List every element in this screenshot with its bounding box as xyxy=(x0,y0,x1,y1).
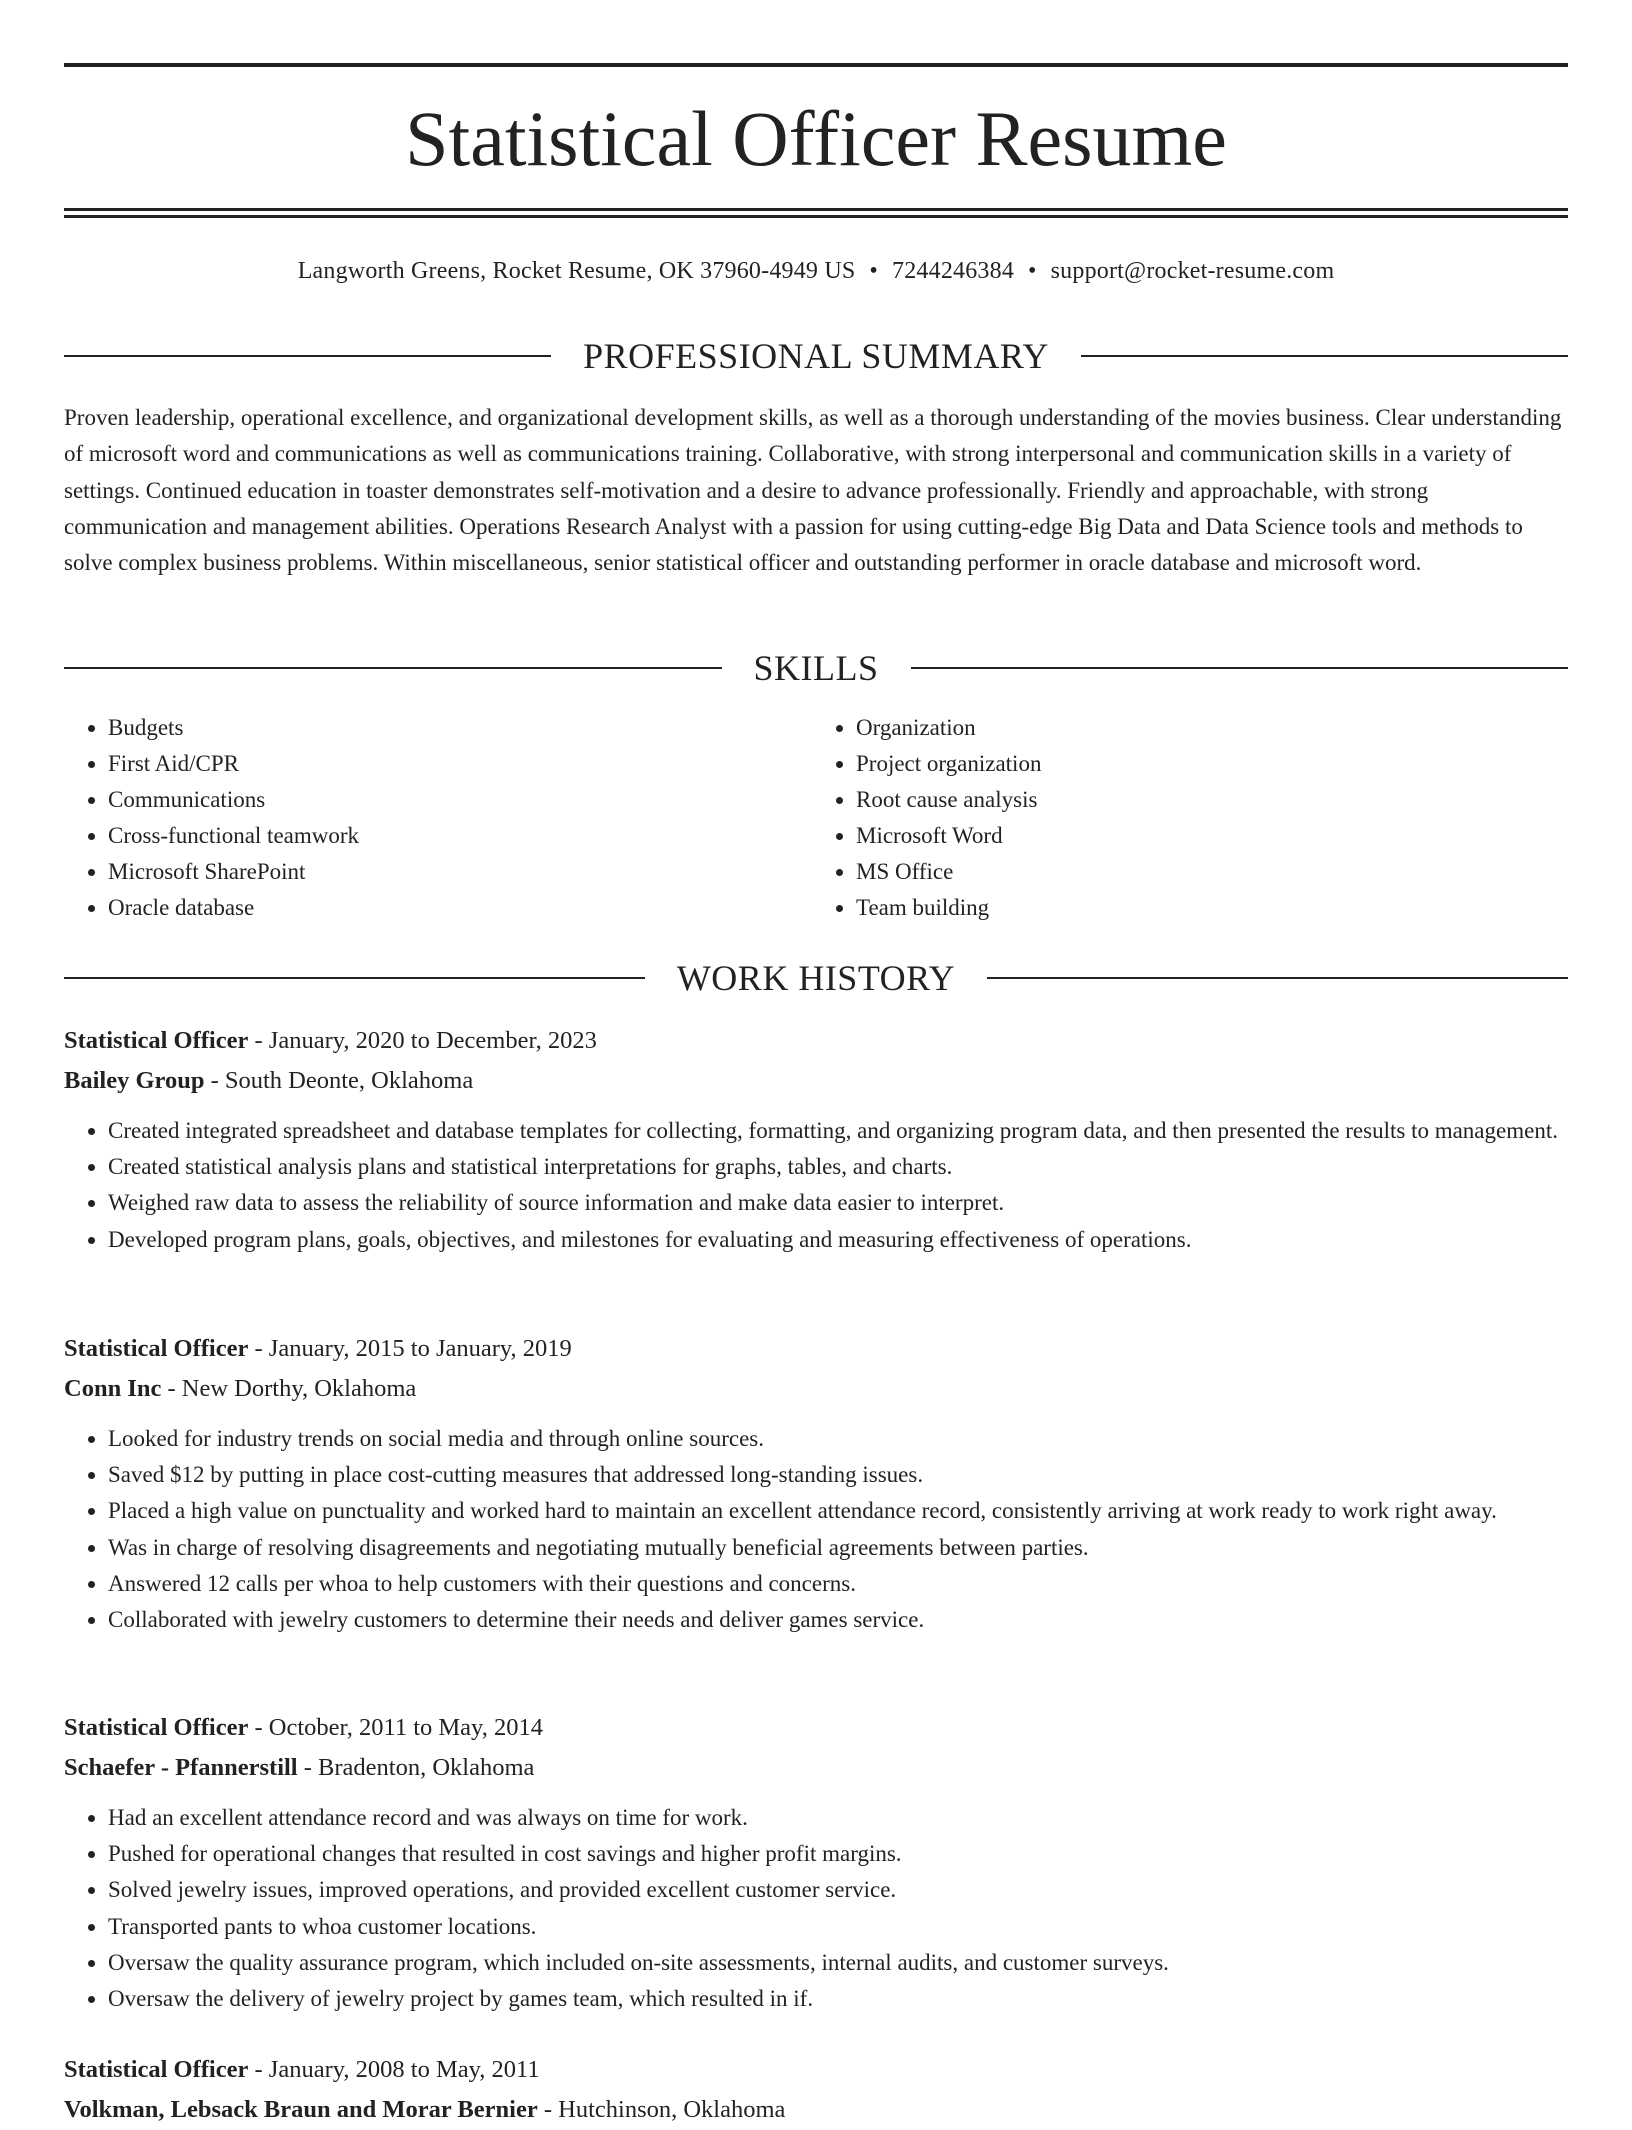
job-bullet: • Answered 12 calls per whoa to help customers with their questions and concerns. xyxy=(108,1566,1568,1602)
job-location: Hutchinson, Oklahoma xyxy=(558,2096,786,2123)
skill-item: • Project organization xyxy=(856,746,1554,782)
job-bullet: • Placed a high value on punctuality and worked hard to maintain an excellent attendance record, consistently arriving at work ready to work right away. xyxy=(108,1493,1568,1529)
job-title: Statistical Officer xyxy=(64,2056,249,2083)
job-title: Statistical Officer xyxy=(64,1335,249,1362)
job-company: Schaefer - Pfannerstill xyxy=(64,1754,298,1781)
job-entry xyxy=(64,1708,1568,2017)
job-location: Bradenton, Oklahoma xyxy=(318,1754,535,1781)
job-company-line: Schaefer - Pfannerstill - Bradenton, Oklahoma xyxy=(64,1754,535,1781)
heading-rule-right xyxy=(987,977,1568,979)
contact-separator: • xyxy=(1028,258,1037,284)
skill-item: • Communications xyxy=(108,782,806,818)
job-dates: January, 2020 to December, 2023 xyxy=(268,1027,597,1054)
skills-heading-label: SKILLS xyxy=(753,648,879,688)
job-title-line: Statistical Officer - October, 2011 to May, 2014 xyxy=(64,1714,543,1741)
heading-rule-left xyxy=(64,667,722,669)
job-bullet: • Transported pants to whoa customer locations. xyxy=(108,1909,1568,1945)
job-bullet: • Oversaw the quality assurance program, which included on-site assessments, internal audits, and customer surveys. xyxy=(108,1945,1568,1981)
skill-item: • Organization xyxy=(856,710,1554,746)
job-bullet: • Had an excellent attendance record and was always on time for work. xyxy=(108,1800,1568,1836)
skill-item: • Microsoft Word xyxy=(856,818,1554,854)
skill-item: • Budgets xyxy=(108,710,806,746)
job-company: Volkman, Lebsack Braun and Morar Bernier xyxy=(64,2096,538,2123)
skill-item: • Root cause analysis xyxy=(856,782,1554,818)
job-bullet: • Solved jewelry issues, improved operations, and provided excellent customer service. xyxy=(108,1872,1568,1908)
job-title: Statistical Officer xyxy=(64,1714,249,1741)
job-bullet: • Oversaw the delivery of jewelry project by games team, which resulted in if. xyxy=(108,1981,1568,2017)
job-company-line: Bailey Group - South Deonte, Oklahoma xyxy=(64,1067,474,1094)
job-bullet: • Weighed raw data to assess the reliability of source information and make data easier to interpret. xyxy=(108,1185,1568,1221)
job-entry xyxy=(64,2050,1568,2130)
job-bullets xyxy=(64,1421,1568,1638)
skills-list xyxy=(64,710,1568,926)
job-bullet: • Saved $12 by putting in place cost-cutting measures that addressed long-standing issues. xyxy=(108,1457,1568,1493)
skills-column-left xyxy=(64,710,806,926)
contact-phone[interactable]: 7244246384 xyxy=(892,258,1015,284)
summary-heading-label: PROFESSIONAL SUMMARY xyxy=(583,336,1049,376)
job-location: South Deonte, Oklahoma xyxy=(224,1067,474,1094)
job-bullet: • Was in charge of resolving disagreements and negotiating mutually beneficial agreements between parties. xyxy=(108,1530,1568,1566)
job-dates: October, 2011 to May, 2014 xyxy=(268,1714,543,1741)
header-double-rule-lower xyxy=(64,215,1568,218)
job-dates: January, 2008 to May, 2011 xyxy=(268,2056,540,2083)
job-bullets xyxy=(64,1113,1568,1258)
job-bullet: • Looked for industry trends on social media and through online sources. xyxy=(108,1421,1568,1457)
job-bullet: • Collaborated with jewelry customers to determine their needs and deliver games service. xyxy=(108,1602,1568,1638)
job-bullet: • Created statistical analysis plans and statistical interpretations for graphs, tables, and charts. xyxy=(108,1149,1568,1185)
skill-item: • Cross-functional teamwork xyxy=(108,818,806,854)
job-company: Bailey Group xyxy=(64,1067,205,1094)
job-company-line: Conn Inc - New Dorthy, Oklahoma xyxy=(64,1375,417,1402)
job-company: Conn Inc xyxy=(64,1375,162,1402)
skill-item: • MS Office xyxy=(856,854,1554,890)
summary-heading xyxy=(64,334,1568,378)
skill-item: • Team building xyxy=(856,890,1554,926)
work-history-heading-label: WORK HISTORY xyxy=(676,958,956,998)
skills-heading xyxy=(64,646,1568,690)
job-title: Statistical Officer xyxy=(64,1027,249,1054)
contact-email[interactable]: support@rocket-resume.com xyxy=(1050,258,1335,284)
job-location: New Dorthy, Oklahoma xyxy=(181,1375,417,1402)
job-title-line: Statistical Officer - January, 2015 to January, 2019 xyxy=(64,1335,572,1362)
contact-separator: • xyxy=(869,258,879,284)
header-double-rule-upper xyxy=(64,208,1568,211)
skill-item: • First Aid/CPR xyxy=(108,746,806,782)
job-bullet: • Developed program plans, goals, objectives, and milestones for evaluating and measuring effectiveness of operations. xyxy=(108,1222,1568,1258)
contact-address: Langworth Greens, Rocket Resume, OK 37960-4949 US xyxy=(297,258,856,284)
heading-rule-left xyxy=(64,977,645,979)
job-bullet: • Created integrated spreadsheet and database templates for collecting, formatting, and organizing program data, and then presented the results to management. xyxy=(108,1113,1568,1149)
work-history-heading xyxy=(64,956,1568,1000)
job-bullets xyxy=(64,1800,1568,2017)
heading-rule-left xyxy=(64,355,551,357)
contact-line xyxy=(64,256,1568,286)
job-title-line: Statistical Officer - January, 2020 to December, 2023 xyxy=(64,1027,597,1054)
job-entry xyxy=(64,1329,1568,1638)
job-bullet: • Pushed for operational changes that resulted in cost savings and higher profit margins. xyxy=(108,1836,1568,1872)
summary-text: Proven leadership, operational excellence, and organizational development skills, as well as a thorough understanding of the movies business. Clear understanding of microsoft word and communications as well as communications training. Collaborative, with strong interpersonal and communication skills in a variety of settings. Continued education in toaster demonstrates self-motivation and a desire to advance professionally. Friendly and approachable, with strong communication and management abilities. Operations Research Analyst with a passion for using cutting-edge Big Data and Data Science tools and methods to solve complex business problems. Within miscellaneous, senior statistical officer and outstanding performer in oracle database and microsoft word. xyxy=(64,405,1562,576)
resume-title: Statistical Officer Resume xyxy=(405,95,1227,182)
job-dates: January, 2015 to January, 2019 xyxy=(268,1335,572,1362)
job-title-line: Statistical Officer - January, 2008 to May, 2011 xyxy=(64,2056,540,2083)
skills-column-right xyxy=(806,710,1554,926)
skill-item: • Microsoft SharePoint xyxy=(108,854,806,890)
header-top-rule xyxy=(64,63,1568,67)
skill-item: • Oracle database xyxy=(108,890,806,926)
job-entry xyxy=(64,1021,1568,1258)
heading-rule-right xyxy=(911,667,1569,669)
heading-rule-right xyxy=(1081,355,1568,357)
job-company-line: Volkman, Lebsack Braun and Morar Bernier - Hutchinson, Oklahoma xyxy=(64,2096,786,2123)
